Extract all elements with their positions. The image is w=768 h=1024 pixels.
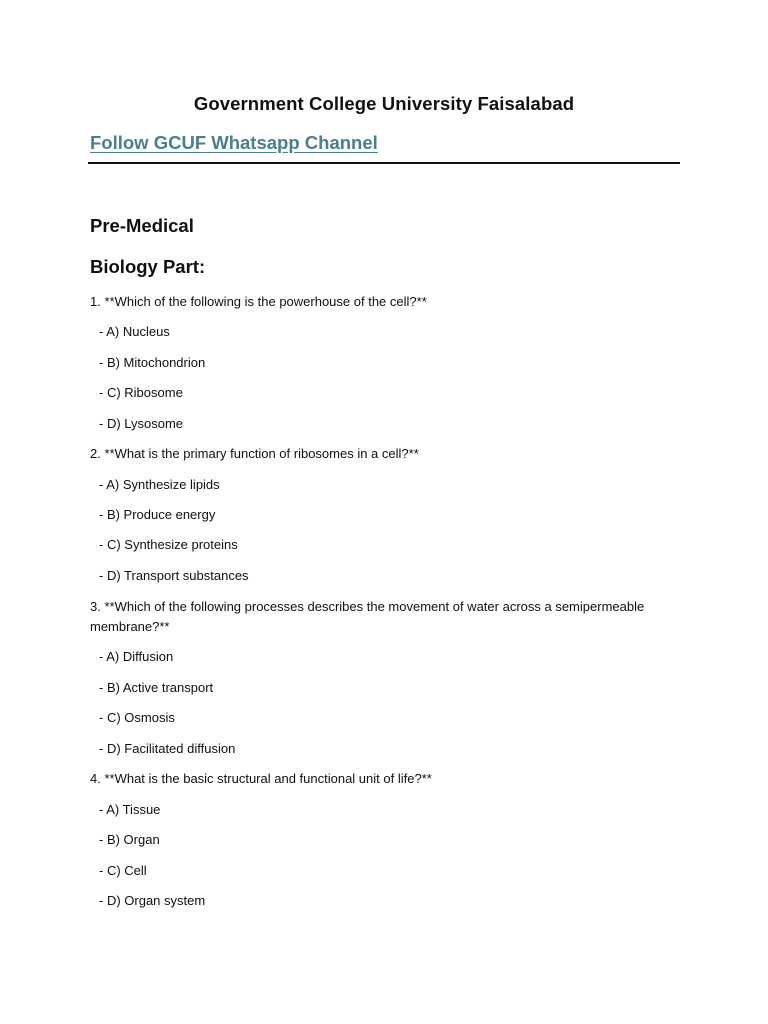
header-divider xyxy=(88,162,680,164)
answer-option: - B) Organ xyxy=(99,832,160,847)
section-heading-stream: Pre-Medical xyxy=(90,215,194,236)
question-text: 4. **What is the basic structural and functional unit of life?** xyxy=(90,771,432,786)
document-title: Government College University Faisalabad xyxy=(193,93,575,114)
answer-option: - D) Lysosome xyxy=(99,416,184,431)
answer-option: - B) Produce energy xyxy=(99,507,216,522)
whatsapp-channel-link[interactable]: Follow GCUF Whatsapp Channel xyxy=(90,132,378,153)
question-text: 2. **What is the primary function of ribosomes in a cell?** xyxy=(90,446,419,461)
answer-option: - B) Mitochondrion xyxy=(99,355,206,370)
question-text: 3. **Which of the following processes describes the movement of water across a semipermeable membrane?** xyxy=(90,599,645,634)
answer-option: - B) Active transport xyxy=(99,680,214,695)
answer-option: - C) Ribosome xyxy=(99,385,183,400)
answer-option: - A) Nucleus xyxy=(99,324,170,339)
answer-option: - D) Facilitated diffusion xyxy=(99,741,236,756)
answer-option: - D) Transport substances xyxy=(99,568,249,583)
answer-option: - C) Osmosis xyxy=(99,710,175,725)
answer-option: - C) Cell xyxy=(99,863,147,878)
answer-option: - C) Synthesize proteins xyxy=(99,537,238,552)
answer-option: - A) Tissue xyxy=(99,802,161,817)
section-heading-part: Biology Part: xyxy=(90,256,206,277)
question-text: 1. **Which of the following is the powerhouse of the cell?** xyxy=(90,294,427,309)
answer-option: - D) Organ system xyxy=(99,893,206,908)
answer-option: - A) Synthesize lipids xyxy=(99,477,220,492)
answer-option: - A) Diffusion xyxy=(99,649,174,664)
